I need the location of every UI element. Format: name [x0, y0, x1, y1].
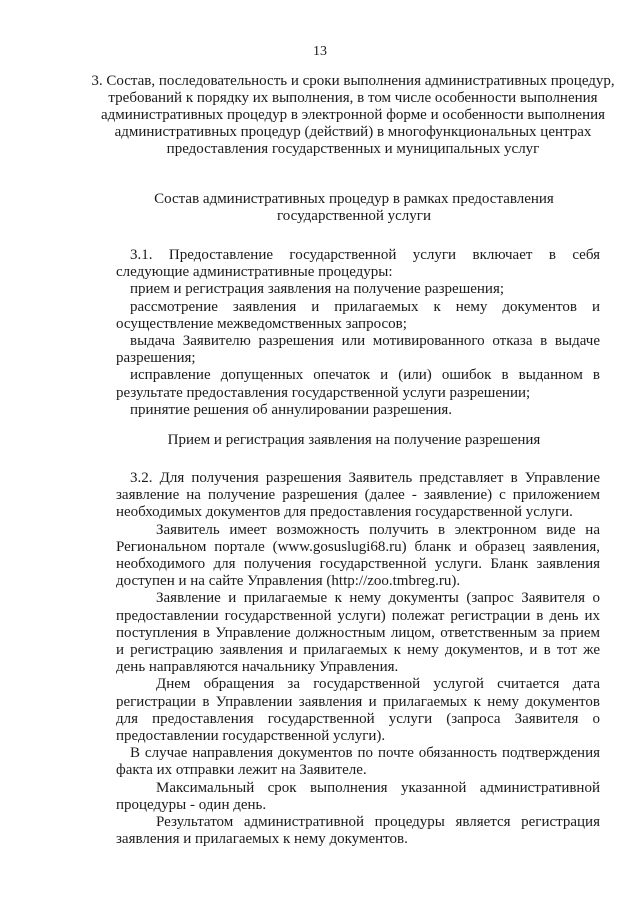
subheading-reception: Прием и регистрация заявления на получение разрешения — [167, 432, 541, 448]
paragraph: рассмотрение заявления и прилагаемых к нему документов и осуществление межведомственных запросов; — [116, 298, 600, 332]
paragraph: Заявление и прилагаемые к нему документы (запрос Заявителя о предоставлении государственной услуги) полежат регистрации в день их поступления в Управление должностным лицом, ответственным за прием и регистрацию заявления и прилагаемых к нему документов, и в тот же день направляются начальнику Управления. — [116, 590, 600, 676]
subheading-procedures: Состав административных процедур в рамках предоставления государственной услуги — [154, 191, 554, 224]
paragraph: выдача Заявителю разрешения или мотивированного отказа в выдаче разрешения; — [116, 333, 600, 367]
reception-section — [116, 470, 600, 848]
paragraph: Днем обращения за государственной услугой считается дата регистрации в Управлении заявления и прилагаемых к нему документов для предоставления государственной услуги (запроса Заявителя о предоставлении государственной услуги). — [116, 676, 600, 745]
paragraph: Заявитель имеет возможность получить в электронном виде на Региональном портале (www.gosuslugi68.ru) бланк и образец заявления, необходимого для получения государственной услуги. Бланк заявления доступен и на сайте Управления (http://zoo.tmbreg.ru). — [116, 521, 600, 590]
paragraph: Максимальный срок выполнения указанной административной процедуры - один день. — [116, 779, 600, 813]
paragraph: принятие решения об аннулировании разрешения. — [130, 401, 453, 418]
section-heading: 3. Состав, последовательность и сроки выполнения административных процедур, требований к порядку их выполнения, в том числе особенности выполнения административных процедур в электронной форме и особенности выполнения административных процедур (действий) в многофункциональных центрах предоставления государственных и муниципальных услуг — [91, 73, 615, 157]
paragraph: В случае направления документов по почте обязанность подтверждения факта их отправки лежит на Заявителе. — [116, 745, 600, 779]
paragraph: 3.2. Для получения разрешения Заявитель представляет в Управление заявление на получение разрешения (далее - заявление) с приложением необходимых документов для предоставления государственной услуги. — [116, 470, 600, 521]
page-number: 13 — [313, 44, 327, 59]
procedures-list — [116, 247, 600, 419]
paragraph: 3.1. Предоставление государственной услуги включает в себя следующие административные процедуры: — [116, 247, 600, 281]
paragraph: исправление допущенных опечаток и (или) ошибок в выданном в результате предоставления государственной услуги разрешении; — [116, 367, 600, 401]
paragraph: прием и регистрация заявления на получение разрешения; — [130, 281, 505, 298]
paragraph: Результатом административной процедуры является регистрация заявления и прилагаемых к нему документов. — [116, 814, 600, 848]
